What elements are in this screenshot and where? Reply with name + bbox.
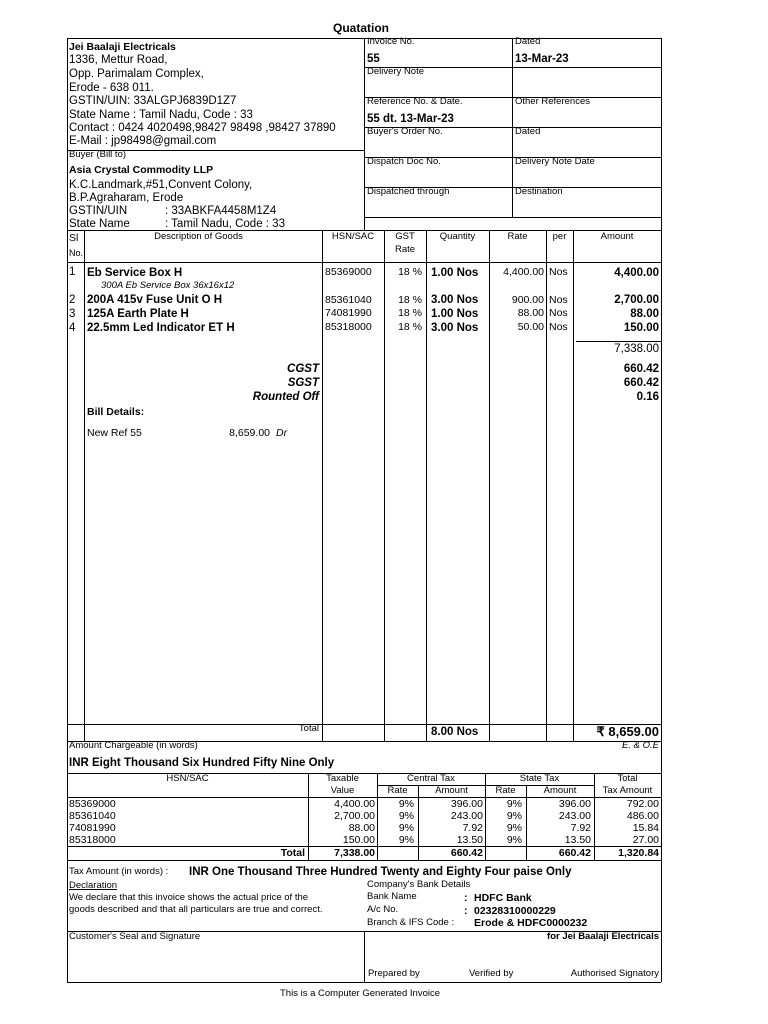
bank-details-label: Company's Bank Details (367, 879, 471, 890)
item-1-amount: 4,400.00 (614, 267, 659, 279)
col-gst: GST (395, 231, 415, 242)
bill-details-ref: New Ref 55 (87, 427, 142, 439)
footer-note: This is a Computer Generated Invoice (280, 988, 440, 999)
item-3-amount: 88.00 (630, 308, 659, 320)
tax-col-total-amount: Tax Amount (602, 785, 653, 796)
seller-state: State Name : Tamil Nadu, Code : 33 (69, 109, 253, 121)
tax-col-hsn: HSN/SAC (166, 773, 209, 784)
round-off-amount: 0.16 (636, 391, 659, 403)
seller-name: Jei Baalaji Electricals (69, 41, 176, 53)
bank-name: HDFC Bank (474, 892, 532, 904)
col-amount: Amount (600, 231, 634, 242)
tax-col-central: Central Tax (407, 773, 455, 784)
tax-col-taxable: Taxable (326, 773, 359, 784)
dispatch-doc-label: Dispatch Doc No. (367, 156, 441, 167)
tax-row-4-samt: 13.50 (564, 834, 591, 846)
item-2-sl: 2 (69, 294, 76, 306)
grand-total: ₹ 8,659.00 (596, 724, 659, 739)
item-3-rate: 88.00 (517, 307, 544, 319)
item-1-desc: Eb Service Box H (87, 267, 183, 279)
buyer-address-1: K.C.Landmark,#51,Convent Colony, (69, 179, 253, 191)
invoice-no: 55 (367, 53, 380, 65)
tax-row-1-hsn: 85369000 (69, 798, 116, 810)
eoe-label: E. & O.E (622, 740, 659, 751)
tax-col-central-rate: Rate (387, 785, 408, 796)
seller-address-1: 1336, Mettur Road, (69, 54, 168, 66)
item-2-amount: 2,700.00 (614, 294, 659, 306)
tax-row-2-total: 486.00 (626, 810, 659, 822)
item-1-qty: 1.00 Nos (431, 267, 479, 279)
item-4-sl: 4 (69, 322, 76, 334)
tax-row-3-srate: 9% (506, 822, 522, 834)
for-company: for Jei Baalaji Electricals (547, 931, 659, 942)
item-3-gst: 18 % (398, 307, 422, 319)
tax-col-state-rate: Rate (495, 785, 516, 796)
dated-value: 13-Mar-23 (515, 53, 569, 65)
seller-email: E-Mail : jp98498@gmail.com (69, 135, 217, 147)
tax-row-1-value: 4,400.00 (334, 798, 375, 810)
buyer-state: : Tamil Nadu, Code : 33 (165, 218, 285, 230)
amount-words-label: Amount Chargeable (in words) (69, 740, 198, 751)
buyer-gstin-label: GSTIN/UIN (69, 205, 128, 217)
buyer-gstin: : 33ABKFA4458M1Z4 (165, 205, 277, 217)
item-2-gst: 18 % (398, 294, 422, 306)
col-description: Description of Goods (154, 231, 243, 242)
buyers-order-label: Buyer's Order No. (367, 126, 443, 137)
tax-row-4-camt: 13.50 (456, 834, 483, 846)
seller-address-3: Erode - 638 011. (69, 82, 154, 94)
tax-row-1-camt: 396.00 (450, 798, 483, 810)
declaration-text-1: We declare that this invoice shows the actual price of the (69, 892, 309, 903)
tax-row-2-samt: 243.00 (558, 810, 591, 822)
seller-address-2: Opp. Parimalam Complex, (69, 68, 204, 80)
dated-label: Dated (515, 36, 541, 47)
item-4-amount: 150.00 (623, 322, 659, 334)
tax-col-state: State Tax (519, 773, 560, 784)
item-4-desc: 22.5mm Led Indicator ET H (87, 322, 235, 334)
buyer-state-label: State Name (69, 218, 130, 230)
col-sl: Sl (69, 232, 79, 244)
tax-row-4-hsn: 85318000 (69, 834, 116, 846)
tax-row-3-camt: 7.92 (462, 822, 483, 834)
tax-row-2-hsn: 85361040 (69, 810, 116, 822)
item-2-qty: 3.00 Nos (431, 294, 479, 306)
col-sl-no: No. (69, 248, 84, 258)
item-1-subdesc: 300A Eb Service Box 36x16x12 (101, 280, 235, 291)
tax-col-state-amount: Amount (543, 785, 577, 796)
reference-label: Reference No. & Date. (367, 96, 463, 107)
branch-ifs: Erode & HDFC0000232 (474, 917, 588, 929)
bill-details-label: Bill Details: (87, 406, 145, 418)
total-label: Total (298, 723, 319, 734)
border-right (661, 38, 662, 982)
sgst-amount: 660.42 (623, 377, 659, 389)
subtotal: 7,338.00 (614, 343, 659, 355)
declaration-label: Declaration (69, 880, 118, 891)
tax-row-3-crate: 9% (398, 822, 414, 834)
tax-col-central-amount: Amount (435, 785, 468, 796)
prepared-by: Prepared by (368, 968, 420, 979)
authorised-signatory: Authorised Signatory (570, 968, 659, 979)
customer-seal-label: Customer's Seal and Signature (69, 931, 201, 942)
tax-row-2-camt: 243.00 (450, 810, 483, 822)
dispatched-through-label: Dispatched through (367, 186, 450, 197)
tax-row-4-total: 27.00 (632, 834, 659, 846)
branch-ifs-label: Branch & IFS Code : (367, 917, 455, 928)
tax-row-1-crate: 9% (398, 798, 414, 810)
tax-words-label: Tax Amount (in words) : (69, 866, 169, 877)
col-quantity: Quantity (439, 231, 476, 242)
seller-contact: Contact : 0424 4020498,98427 98498 ,98427 37890 (69, 122, 336, 134)
buyer-name: Asia Crystal Commodity LLP (69, 164, 214, 176)
item-1-gst: 18 % (398, 266, 422, 278)
item-4-rate: 50.00 (517, 321, 544, 333)
bill-details-amount: 8,659.00 (229, 427, 270, 439)
bank-name-label: Bank Name (367, 891, 417, 902)
tax-row-4-crate: 9% (398, 834, 414, 846)
tax-col-value: Value (330, 785, 355, 796)
item-4-qty: 3.00 Nos (431, 322, 479, 334)
verified-by: Verified by (469, 968, 514, 979)
border-left (67, 38, 68, 982)
delivery-note-label: Delivery Note (367, 66, 425, 77)
tax-row-1-samt: 396.00 (558, 798, 591, 810)
tax-row-2-srate: 9% (506, 810, 522, 822)
seller-gstin: GSTIN/UIN: 33ALGPJ6839D1Z7 (69, 95, 237, 107)
item-3-qty: 1.00 Nos (431, 308, 479, 320)
total-qty: 8.00 Nos (431, 726, 479, 738)
other-references-label: Other References (515, 96, 590, 107)
amount-words: INR Eight Thousand Six Hundred Fifty Nine Only (69, 757, 335, 769)
account-no-label: A/c No. (367, 904, 399, 915)
cgst-amount: 660.42 (623, 363, 659, 375)
col-rate: Rate (507, 231, 528, 242)
reference-value: 55 dt. 13-Mar-23 (367, 113, 454, 125)
item-1-rate: 4,400.00 (503, 266, 544, 278)
item-2-hsn: 85361040 (325, 294, 372, 306)
tax-words: INR One Thousand Three Hundred Twenty and Eighty Four paise Only (189, 866, 572, 878)
tax-total-samt: 660.42 (558, 847, 591, 859)
col-gst-rate: Rate (394, 244, 416, 255)
item-3-desc: 125A Earth Plate H (87, 308, 189, 320)
invoice-no-label: Invoice No. (367, 36, 415, 47)
account-no: 02328310000229 (474, 905, 556, 917)
tax-row-3-samt: 7.92 (570, 822, 591, 834)
tax-row-3-hsn: 74081990 (69, 822, 116, 834)
item-2-per: Nos (549, 294, 568, 306)
tax-row-1-total: 792.00 (626, 798, 659, 810)
round-off-label: Rounted Off (252, 391, 319, 403)
declaration-text-2: goods described and that all particulars are true and correct. (69, 904, 323, 915)
tax-row-3-total: 15.84 (632, 822, 659, 834)
border-bottom (67, 982, 661, 983)
item-3-sl: 3 (69, 308, 76, 320)
item-2-desc: 200A 415v Fuse Unit O H (87, 294, 223, 306)
item-1-hsn: 85369000 (325, 266, 372, 278)
col-hsn: HSN/SAC (331, 231, 375, 242)
item-1-per: Nos (549, 266, 568, 278)
item-4-gst: 18 % (398, 321, 422, 333)
sgst-label: SGST (287, 377, 319, 389)
tax-row-3-value: 88.00 (348, 822, 375, 834)
item-4-per: Nos (549, 321, 568, 333)
tax-row-4-srate: 9% (506, 834, 522, 846)
item-2-rate: 900.00 (511, 294, 544, 306)
tax-row-2-value: 2,700.00 (334, 810, 375, 822)
item-4-hsn: 85318000 (325, 321, 372, 333)
col-per: per (552, 231, 567, 242)
item-3-hsn: 74081990 (325, 307, 372, 319)
bill-details-dr: Dr (276, 427, 288, 439)
item-1-sl: 1 (69, 266, 76, 278)
item-3-per: Nos (549, 307, 568, 319)
tax-row-1-srate: 9% (506, 798, 522, 810)
tax-row-4-value: 150.00 (342, 834, 375, 846)
document-title: Quatation (333, 21, 389, 35)
buyer-address-2: B.P.Agraharam, Erode (69, 192, 184, 204)
cgst-label: CGST (287, 363, 319, 375)
order-dated-label: Dated (515, 126, 541, 137)
tax-row-2-crate: 9% (398, 810, 414, 822)
delivery-note-date-label: Delivery Note Date (515, 156, 595, 167)
destination-label: Destination (515, 186, 563, 197)
tax-total-camt: 660.42 (450, 847, 483, 859)
tax-total-value: 7,338.00 (334, 847, 375, 859)
tax-col-total: Total (617, 773, 638, 784)
tax-total-label: Total (280, 847, 305, 859)
tax-total-total: 1,320.84 (618, 847, 659, 859)
buyer-label: Buyer (Bill to) (69, 149, 127, 160)
